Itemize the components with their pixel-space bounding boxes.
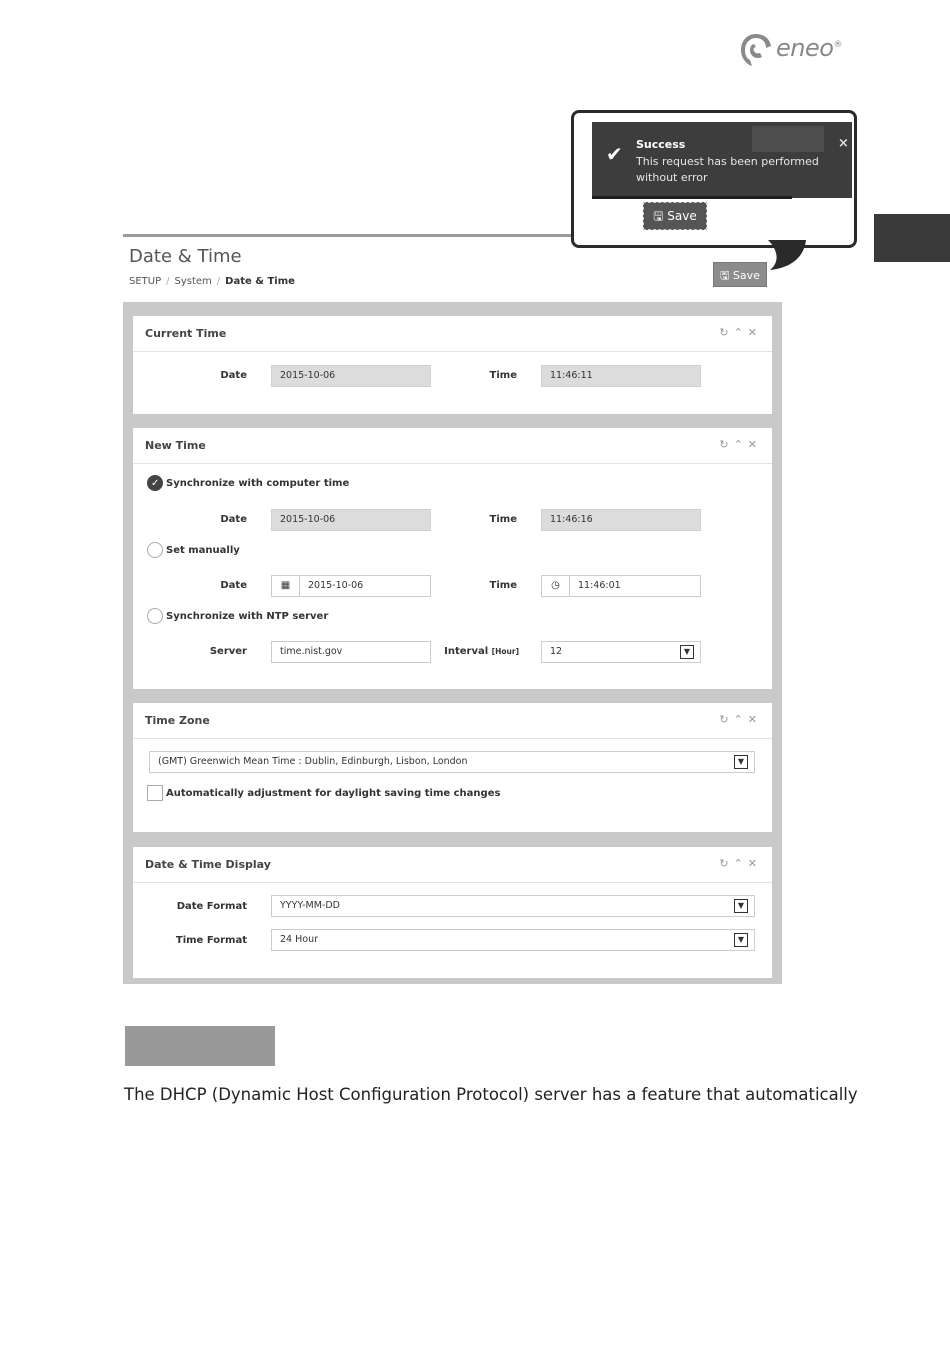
panel-title: Date & Time Display (145, 858, 271, 871)
time-zone-select[interactable]: (GMT) Greenwich Mean Time : Dublin, Edinburgh, Lisbon, London ▼ (149, 751, 755, 773)
display-panel (133, 847, 772, 978)
collapse-icon[interactable]: ⌃ (733, 857, 748, 870)
time-zone-panel (133, 703, 772, 832)
set-manually-radio[interactable] (147, 542, 163, 558)
panel-title: Current Time (145, 327, 227, 340)
refresh-icon[interactable]: ↻ (719, 326, 734, 339)
save-icon: 🖫 (720, 269, 730, 282)
toast-background-element (752, 126, 824, 152)
dst-checkbox[interactable] (147, 785, 163, 801)
body-paragraph: The DHCP (Dynamic Host Configuration Protocol) server has a feature that automatically (124, 1085, 858, 1104)
panel-tools[interactable] (719, 857, 762, 870)
panel-tools[interactable] (719, 713, 762, 726)
date-label: Date (220, 580, 247, 591)
collapse-icon[interactable]: ⌃ (733, 326, 748, 339)
manual-date-input[interactable]: ▦ 2015-10-06 (271, 575, 431, 597)
time-format-label: Time Format (175, 935, 247, 946)
date-label: Date (220, 514, 247, 525)
date-format-select[interactable]: YYYY-MM-DD ▼ (271, 895, 755, 917)
refresh-icon[interactable]: ↻ (719, 713, 734, 726)
breadcrumb: SETUP / System / Date & Time (129, 276, 295, 287)
save-button[interactable]: 🖫 Save (713, 262, 767, 287)
eneo-logo (738, 30, 848, 70)
sync-date-field: 2015-10-06 (271, 509, 431, 531)
chevron-down-icon[interactable]: ▼ (734, 755, 748, 769)
divider (123, 234, 573, 237)
panel-tools[interactable] (719, 438, 762, 451)
breadcrumb-setup[interactable]: SETUP (129, 276, 162, 287)
breadcrumb-system[interactable]: System (174, 276, 212, 287)
sync-computer-radio[interactable] (147, 475, 163, 491)
new-time-panel (133, 428, 772, 689)
brand-name: eneo® (776, 34, 842, 62)
interval-label: Interval [Hour] (444, 646, 519, 657)
manual-time-input[interactable]: ◷ 11:46:01 (541, 575, 701, 597)
save-icon: 🖫 (653, 209, 664, 223)
time-format-select[interactable]: 24 Hour ▼ (271, 929, 755, 951)
section-heading-bar (125, 1026, 275, 1066)
set-manually-option[interactable]: Set manually (147, 542, 240, 558)
success-toast (592, 122, 852, 198)
calendar-icon[interactable]: ▦ (272, 576, 300, 596)
panel-title: Time Zone (145, 714, 210, 727)
panel-tools[interactable] (719, 326, 762, 339)
callout-save-button[interactable]: 🖫 Save (643, 202, 707, 230)
clock-icon[interactable]: ◷ (542, 576, 570, 596)
collapse-icon[interactable]: ⌃ (733, 438, 748, 451)
sync-time-field: 11:46:16 (541, 509, 701, 531)
ntp-radio[interactable] (147, 608, 163, 624)
date-format-label: Date Format (176, 901, 247, 912)
close-icon[interactable]: ✕ (747, 857, 762, 870)
breadcrumb-current: Date & Time (225, 276, 295, 287)
panel-title: New Time (145, 439, 206, 452)
dst-option[interactable]: Automatically adjustment for daylight saving time changes (147, 785, 500, 801)
refresh-icon[interactable]: ↻ (719, 438, 734, 451)
sync-computer-option[interactable]: ✓Synchronize with computer time (147, 475, 349, 491)
close-icon[interactable]: × (838, 136, 849, 151)
collapse-icon[interactable]: ⌃ (733, 713, 748, 726)
chapter-tab (874, 214, 950, 262)
chevron-down-icon[interactable]: ▼ (734, 899, 748, 913)
current-time-field: 11:46:11 (541, 365, 701, 387)
ntp-option[interactable]: Synchronize with NTP server (147, 608, 328, 624)
eneo-logo-icon (738, 30, 774, 70)
time-label: Time (489, 580, 517, 591)
close-icon[interactable]: ✕ (747, 438, 762, 451)
interval-select[interactable]: 12 ▼ (541, 641, 701, 663)
close-icon[interactable]: ✕ (747, 326, 762, 339)
date-label: Date (220, 370, 247, 381)
toast-message: This request has been performed without error (636, 155, 819, 184)
chevron-down-icon[interactable]: ▼ (680, 645, 694, 659)
time-label: Time (489, 370, 517, 381)
page-title: Date & Time (129, 246, 242, 267)
toast-title: Success (636, 138, 686, 151)
toast-progress (592, 196, 792, 199)
current-date-field: 2015-10-06 (271, 365, 431, 387)
check-icon: ✔ (606, 142, 623, 166)
server-label: Server (209, 646, 247, 657)
settings-area (123, 302, 782, 984)
ntp-server-input[interactable]: time.nist.gov (271, 641, 431, 663)
callout-pointer (760, 240, 810, 274)
current-time-panel (133, 316, 772, 414)
close-icon[interactable]: ✕ (747, 713, 762, 726)
chevron-down-icon[interactable]: ▼ (734, 933, 748, 947)
time-label: Time (489, 514, 517, 525)
refresh-icon[interactable]: ↻ (719, 857, 734, 870)
